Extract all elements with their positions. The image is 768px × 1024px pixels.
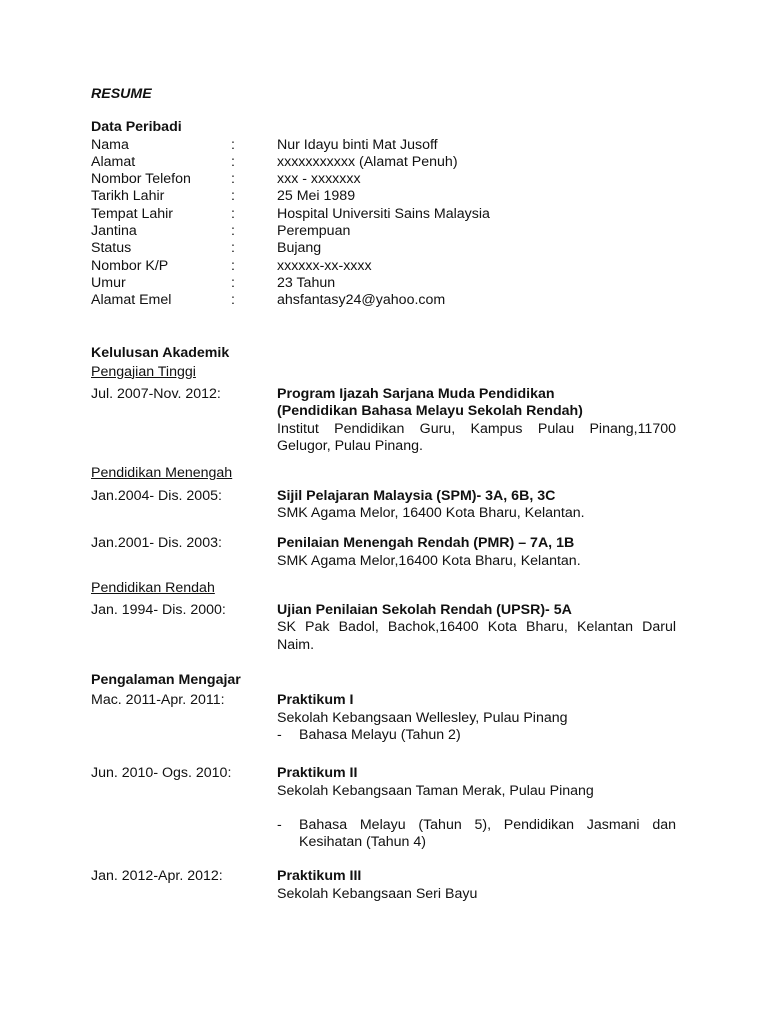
secondary-entry-pmr (91, 535, 676, 570)
field-label: Nama (91, 136, 129, 153)
field-value: Bujang (277, 240, 322, 257)
qualification-title: Ujian Penilaian Sekolah Rendah (UPSR)- 5A (277, 602, 572, 619)
teaching-entry-2 (91, 765, 676, 851)
institution-detail: Institut Pendidikan Guru, Kampus Pulau Pinang,11700 Gelugor, Pulau Pinang. (277, 420, 676, 455)
school-detail: SMK Agama Melor,16400 Kota Bharu, Kelantan. (277, 552, 581, 569)
entry-date: Jan.2004- Dis. 2005: (91, 487, 222, 504)
field-label: Tarikh Lahir (91, 188, 165, 205)
entry-date: Jan. 1994- Dis. 2000: (91, 602, 226, 619)
field-value: Nur Idayu binti Mat Jusoff (277, 136, 438, 153)
field-colon: : (231, 171, 235, 188)
field-value: xxxxxxxxxxx (Alamat Penuh) (277, 153, 458, 170)
secondary-subheading: Pendidikan Menengah (91, 465, 233, 482)
primary-subheading: Pendidikan Rendah (91, 579, 215, 596)
entry-body (277, 535, 676, 570)
entry-date: Jan.2001- Dis. 2003: (91, 535, 222, 552)
entry-body (277, 488, 676, 523)
entry-date: Jan. 2012-Apr. 2012: (91, 868, 223, 885)
personal-row-phone (91, 171, 676, 188)
field-label: Alamat (91, 153, 136, 170)
practicum-school: Sekolah Kebangsaan Seri Bayu (277, 885, 478, 902)
personal-row-birthplace (91, 206, 676, 223)
field-value: ahsfantasy24@yahoo.com (277, 292, 446, 309)
entry-date: Mac. 2011-Apr. 2011: (91, 692, 225, 709)
personal-row-name (91, 137, 676, 154)
tertiary-subheading: Pengajian Tinggi (91, 363, 196, 380)
entry-body (277, 602, 676, 654)
academic-heading: Kelulusan Akademik (91, 344, 230, 361)
bullet-dash: - (277, 816, 282, 833)
field-colon: : (231, 292, 235, 309)
entry-body (277, 765, 676, 851)
teaching-heading: Pengalaman Mengajar (91, 672, 241, 689)
teaching-entry-1 (91, 692, 676, 744)
field-label: Status (91, 240, 132, 257)
teaching-entry-3 (91, 868, 676, 903)
entry-body (277, 692, 676, 744)
entry-body (277, 386, 676, 455)
school-detail: SMK Agama Melor, 16400 Kota Bharu, Kelantan. (277, 504, 585, 521)
personal-row-ic-number (91, 258, 676, 275)
program-title: Program Ijazah Sarjana Muda Pendidikan (277, 386, 555, 403)
personal-data-list (91, 137, 676, 310)
field-colon: : (231, 257, 235, 274)
field-value: xxx - xxxxxxx (277, 171, 361, 188)
secondary-entry-spm (91, 488, 676, 523)
personal-row-status (91, 240, 676, 257)
subject-text: Bahasa Melayu (Tahun 5), Pendidikan Jasmani dan Kesihatan (Tahun 4) (299, 816, 676, 851)
field-value: Hospital Universiti Sains Malaysia (277, 205, 490, 222)
list-item (277, 817, 676, 852)
primary-entry-upsr (91, 602, 676, 654)
program-subtitle: (Pendidikan Bahasa Melayu Sekolah Rendah) (277, 403, 583, 420)
field-value: Perempuan (277, 223, 351, 240)
field-value: xxxxxx-xx-xxxx (277, 257, 372, 274)
entry-date: Jun. 2010- Ogs. 2010: (91, 765, 232, 782)
entry-date: Jul. 2007-Nov. 2012: (91, 386, 221, 403)
field-label: Umur (91, 274, 126, 291)
tertiary-entry (91, 386, 676, 455)
list-item (277, 727, 676, 744)
field-label: Nombor Telefon (91, 171, 191, 188)
personal-row-email (91, 292, 676, 309)
personal-data-heading: Data Peribadi (91, 119, 182, 136)
resume-page (91, 86, 676, 903)
field-label: Tempat Lahir (91, 205, 174, 222)
field-value: 23 Tahun (277, 274, 336, 291)
practicum-school: Sekolah Kebangsaan Taman Merak, Pulau Pinang (277, 782, 594, 799)
personal-row-gender (91, 223, 676, 240)
practicum-title: Praktikum II (277, 765, 358, 782)
resume-title: RESUME (91, 86, 152, 102)
field-label: Jantina (91, 223, 137, 240)
field-colon: : (231, 136, 235, 153)
field-label: Nombor K/P (91, 257, 169, 274)
subject-text: Bahasa Melayu (Tahun 2) (299, 726, 461, 743)
field-label: Alamat Emel (91, 292, 172, 309)
school-detail: SK Pak Badol, Bachok,16400 Kota Bharu, Kelantan Darul Naim. (277, 619, 676, 653)
practicum-school: Sekolah Kebangsaan Wellesley, Pulau Pinang (277, 709, 568, 726)
bullet-dash: - (277, 726, 282, 743)
field-colon: : (231, 188, 235, 205)
personal-row-address (91, 154, 676, 171)
personal-row-birthdate (91, 188, 676, 205)
practicum-title: Praktikum I (277, 692, 354, 709)
field-colon: : (231, 240, 235, 257)
qualification-title: Penilaian Menengah Rendah (PMR) – 7A, 1B (277, 535, 575, 552)
field-colon: : (231, 274, 235, 291)
qualification-title: Sijil Pelajaran Malaysia (SPM)- 3A, 6B, 3C (277, 487, 556, 504)
personal-row-age (91, 275, 676, 292)
practicum-title: Praktikum III (277, 868, 362, 885)
entry-body (277, 868, 676, 903)
field-colon: : (231, 223, 235, 240)
field-colon: : (231, 205, 235, 222)
field-colon: : (231, 153, 235, 170)
field-value: 25 Mei 1989 (277, 188, 356, 205)
